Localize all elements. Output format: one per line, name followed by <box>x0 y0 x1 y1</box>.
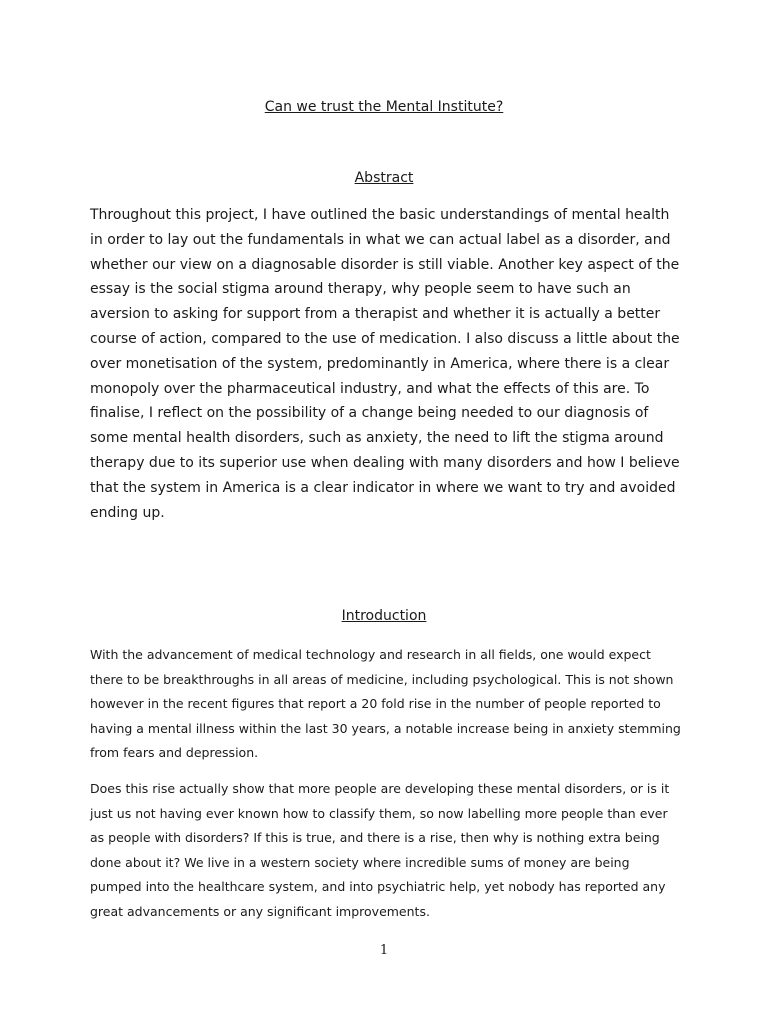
introduction-paragraph-2: Does this rise actually show that more people are developing these mental disorders, or is it just us not having ever known how to classify them, so now labelling more people than ever as people with disorders? If this is true, and there is a rise, then why is nothing extra being done about it? We live in a western society where incredible sums of money are being pumped into the healthcare system, and into psychiatric help, yet nobody has reported any great advancements or any significant improvements. <box>90 781 670 919</box>
abstract-heading: Abstract <box>354 170 414 186</box>
introduction-heading: Introduction <box>341 608 427 624</box>
abstract-paragraph: Throughout this project, I have outlined the basic understandings of mental health in order to lay out the fundamentals in what we can actual label as a disorder, and whether our view on a diagnosable disorder is still viable. Another key aspect of the essay is the social stigma around therapy, why people seem to have such an aversion to asking for support from a therapist and whether it is actually a better course of action, compared to the use of medication. I also discuss a little about the over monetisation of the system, predominantly in America, where there is a clear monopoly over the pharmaceutical industry, and what the effects of this are. To finalise, I reflect on the possibility of a change being needed to our diagnosis of some mental health disorders, such as anxiety, the need to lift the stigma around therapy due to its superior use when dealing with many disorders and how I believe that the system in America is a clear indicator in where we want to try and avoided ending up. <box>90 207 680 521</box>
introduction-paragraph-1: With the advancement of medical technology and research in all fields, one would expect there to be breakthroughs in all areas of medicine, including psychological. This is not shown however in the recent figures that report a 20 fold rise in the number of people reported to having a mental illness within the last 30 years, a notable increase being in anxiety stemming from fears and depression. <box>90 647 681 761</box>
document-title: Can we trust the Mental Institute? <box>264 99 504 115</box>
page-number: 1 <box>379 943 389 958</box>
